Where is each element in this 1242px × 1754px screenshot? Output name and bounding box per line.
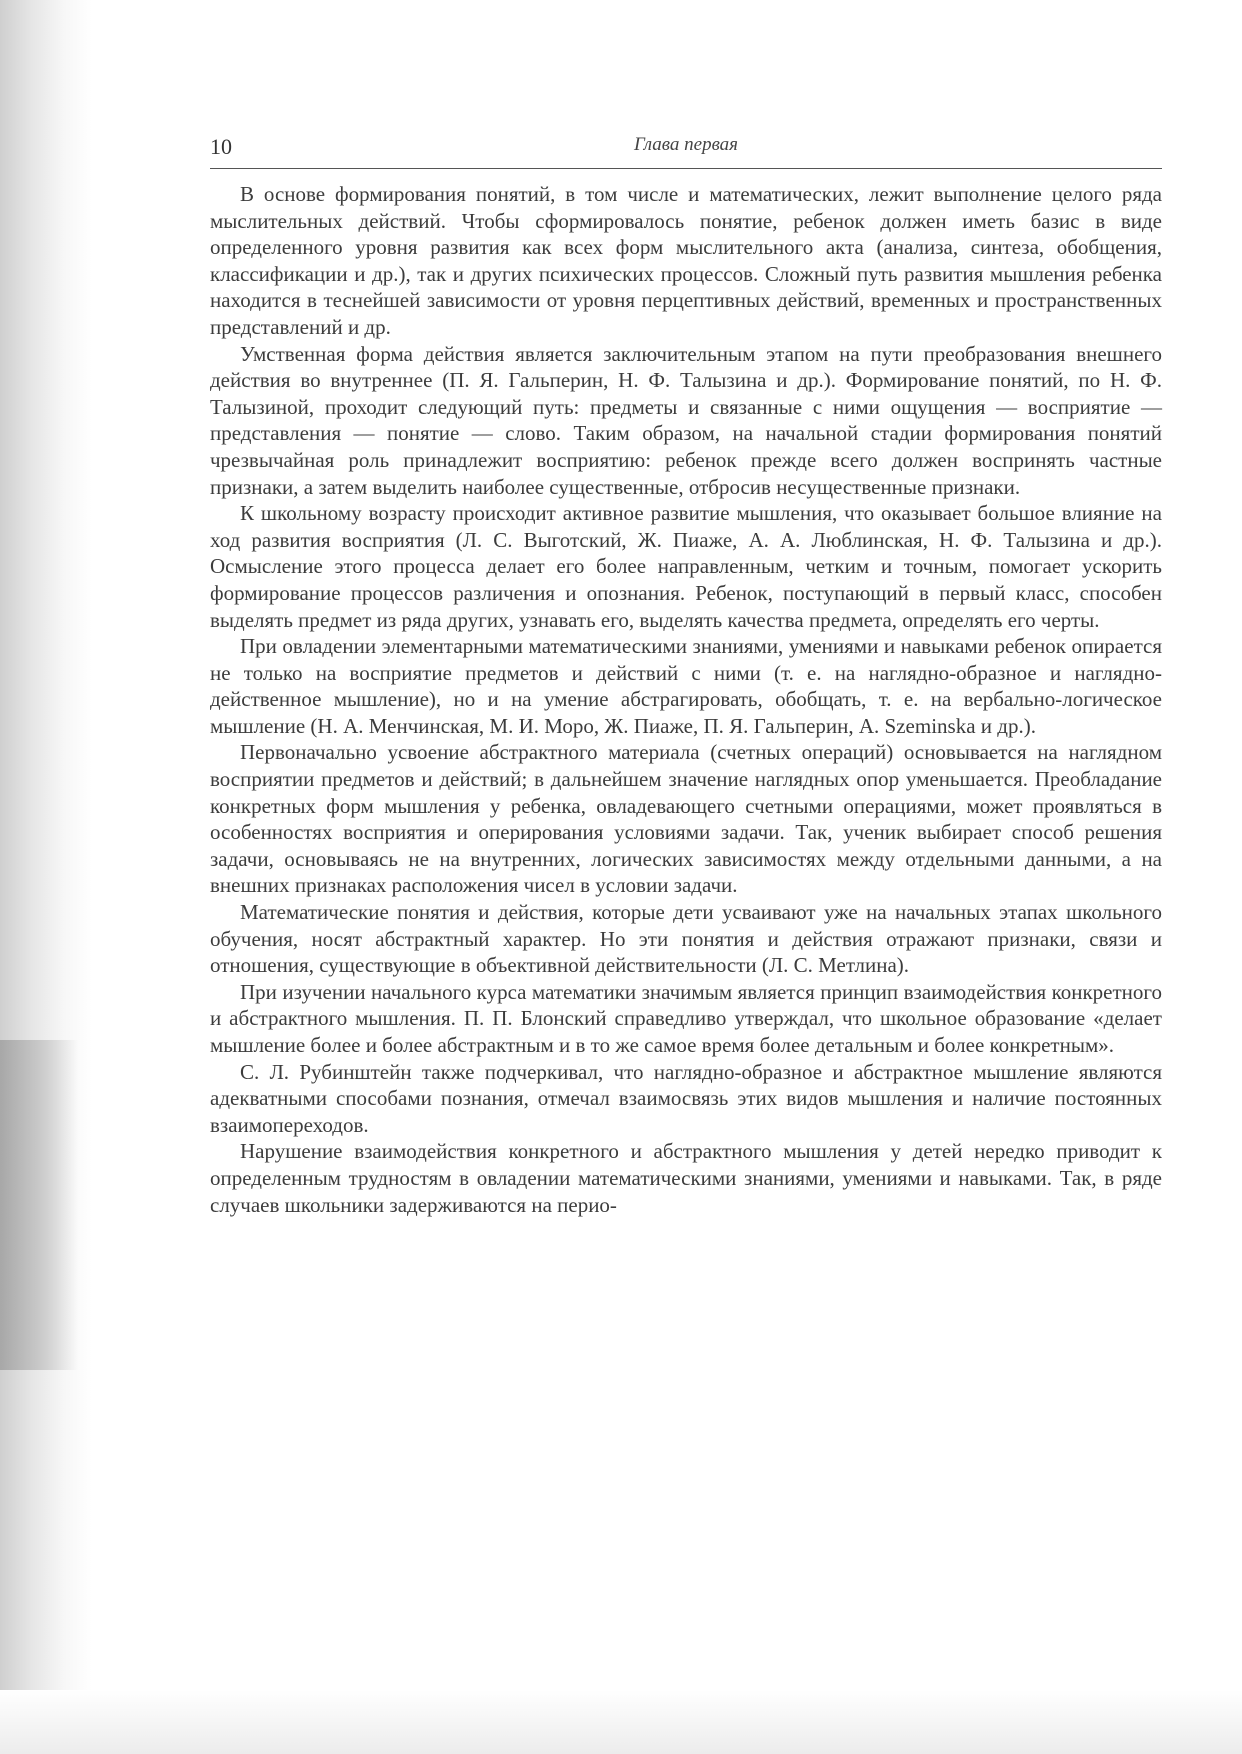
- paragraph: В основе формирования понятий, в том числе и математических, лежит выполнение целого ряда мыслительных действий. Чтобы сформировалось понятие, ребенок должен иметь базис в виде определенного уровня развития как всех форм мыслительного акта (анализа, синтеза, обобщения, классификации и др.), так и других психических процессов. Сложный путь развития мышления ребенка находится в теснейшей зависимости от уровня перцептивных действий, временных и пространственных представлений и др.: [210, 182, 1162, 339]
- scan-bottom-edge: [0, 1690, 1242, 1754]
- paragraph: Первоначально усвоение абстрактного материала (счетных операций) основывается на наглядном восприятии предметов и действий; в дальнейшем значение наглядных опор уменьшается. Преобладание конкретных форм мышления у ребенка, овладевающего счетными операциями, может проявляться в особенностях восприятия и оперирования условиями задачи. Так, ученик выбирает способ решения задачи, основываясь не на внутренних, логических зависимостях между отдельными данными, а на внешних признаках расположения чисел в условии задачи.: [210, 740, 1162, 898]
- paragraph: Нарушение взаимодействия конкретного и абстрактного мышления у детей нередко приводит к определенным трудностям в овладении математическими знаниями, умениями и навыками. Так, в ряде случаев школьники задерживаются на перио-: [210, 1139, 1162, 1217]
- book-page: [210, 128, 1162, 1218]
- body-text: [210, 181, 1162, 1218]
- scan-edge-left: [0, 0, 92, 1754]
- running-head: [210, 128, 1162, 169]
- paragraph: Умственная форма действия является заключительным этапом на пути преобразования внешнего действия во внутреннее (П. Я. Гальперин, Н. Ф. Талызина и др.). Формирование понятий, по Н. Ф. Талызиной, проходит следующий путь: предметы и связанные с ними ощущения — восприятие — представления — понятие — слово. Таким образом, на начальной стадии формирования понятий чрезвычайная роль принадлежит восприятию: ребенок прежде всего должен воспринять частные признаки, а затем выделить наиболее существенные, отбросив несущественные признаки.: [210, 341, 1162, 499]
- paragraph: Математические понятия и действия, которые дети усваивают уже на начальных этапах школьного обучения, носят абстрактный характер. Но эти понятия и действия отражают признаки, связи и отношения, существующие в объективной действительности (Л. С. Метлина).: [210, 900, 1162, 978]
- page-number: 10: [210, 134, 232, 159]
- paragraph: С. Л. Рубинштейн также подчеркивал, что наглядно-образное и абстрактное мышление являются адекватными способами познания, отмечал взаимосвязь этих видов мышления и наличие постоянных взаимопереходов.: [210, 1059, 1162, 1137]
- paragraph: При овладении элементарными математическими знаниями, умениями и навыками ребенок опирается не только на восприятие предметов и действий с ними (т. е. на наглядно-образное и наглядно-действенное мышление), но и на умение абстрагировать, обобщать, т. е. на вербально-логическое мышление (Н. А. Менчинская, М. И. Моро, Ж. Пиаже, П. Я. Гальперин, A. Szeminska и др.).: [210, 634, 1162, 738]
- paragraph: При изучении начального курса математики значимым является принцип взаимодействия конкретного и абстрактного мышления. П. П. Блонский справедливо утверждал, что школьное образование «делает мышление более и более абстрактным и в то же самое время более детальным и более конкретным».: [210, 979, 1162, 1057]
- paragraph: К школьному возрасту происходит активное развитие мышления, что оказывает большое влияние на ход развития восприятия (Л. С. Выготский, Ж. Пиаже, А. А. Люблинская, Н. Ф. Талызина и др.). Осмысление этого процесса делает его более направленным, четким и точным, помогает ускорить формирование процессов различения и опознания. Ребенок, поступающий в первый класс, способен выделять предмет из ряда других, узнавать его, выделять качества предмета, определять его черты.: [210, 501, 1162, 632]
- chapter-title: Глава первая: [633, 134, 739, 155]
- scan-shadow: [0, 1040, 78, 1370]
